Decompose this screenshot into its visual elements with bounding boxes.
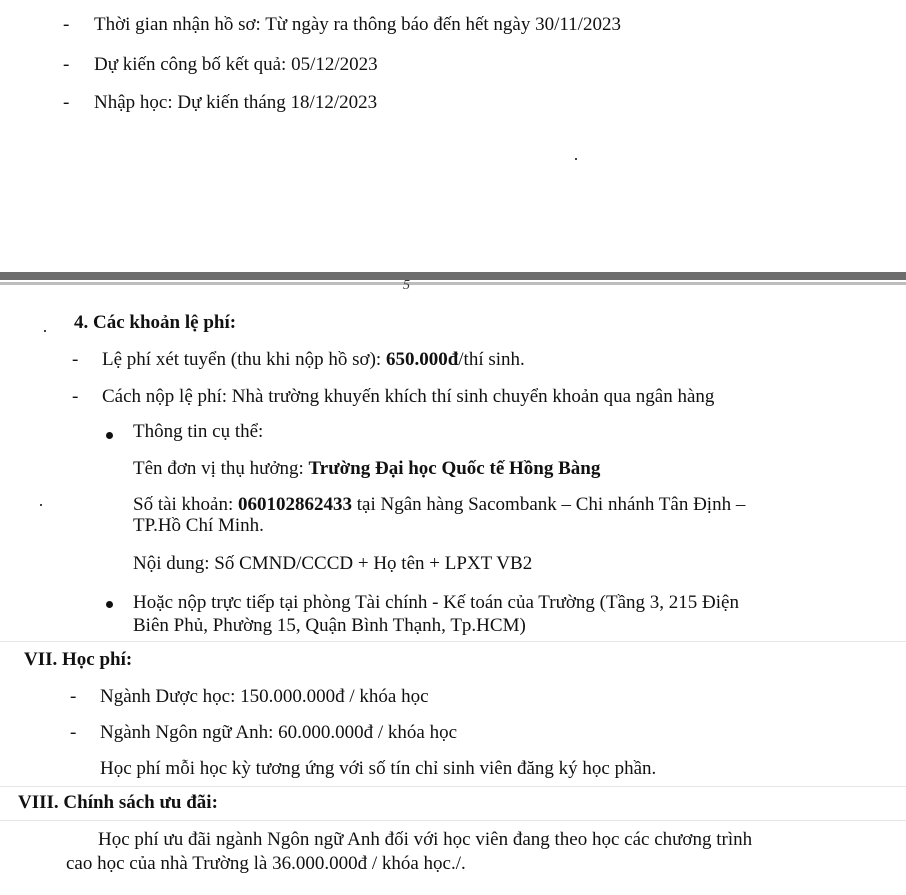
page-divider-shadow	[0, 282, 906, 285]
admission-period-text: Thời gian nhận hồ sơ: Từ ngày ra thông báo đến hết ngày 30/11/2023	[94, 14, 621, 35]
page-number: 5	[403, 278, 410, 293]
payment-method-text: Cách nộp lệ phí: Nhà trường khuyến khích thí sinh chuyển khoản qua ngân hàng	[102, 386, 715, 407]
enrollment-date-text: Nhập học: Dự kiến tháng 18/12/2023	[94, 92, 378, 113]
application-fee-text: Lệ phí xét tuyển (thu khi nộp hồ sơ): 650.000đ/thí sinh.	[102, 349, 525, 370]
list-dash: -	[72, 386, 79, 407]
list-dash: -	[63, 92, 70, 113]
scan-speck	[44, 330, 46, 332]
incentives-heading: VIII. Chính sách ưu đãi:	[18, 792, 218, 813]
account-line: Số tài khoản: 060102862433 tại Ngân hàng Sacombank – Chi nhánh Tân Định –	[133, 494, 746, 515]
list-dash: -	[70, 686, 77, 707]
list-dash: -	[63, 54, 70, 75]
list-dash: -	[63, 14, 70, 35]
section-separator	[0, 820, 906, 821]
details-title: Thông tin cụ thể:	[133, 421, 264, 442]
incentive-text-line2: cao học của nhà Trường là 36.000.000đ / khóa học./.	[66, 853, 466, 874]
fees-heading: 4. Các khoản lệ phí:	[74, 312, 237, 333]
bullet-dot	[106, 601, 113, 608]
bullet-dot	[106, 432, 113, 439]
account-number: 060102862433	[238, 494, 353, 515]
fee-amount: 650.000đ	[385, 349, 459, 370]
incentive-text-line1: Học phí ưu đãi ngành Ngôn ngữ Anh đối với học viên đang theo học các chương trình	[98, 829, 753, 850]
list-dash: -	[70, 722, 77, 743]
english-tuition-text: Ngành Ngôn ngữ Anh: 60.000.000đ / khóa học	[100, 722, 458, 743]
direct-payment-line-continued: Biên Phủ, Phường 15, Quận Bình Thạnh, Tp.HCM)	[133, 615, 526, 636]
pharmacy-tuition-text: Ngành Dược học: 150.000.000đ / khóa học	[100, 686, 429, 707]
beneficiary-line: Tên đơn vị thụ hưởng: Trường Đại học Quốc tế Hồng Bàng	[133, 458, 601, 479]
result-date-text: Dự kiến công bố kết quả: 05/12/2023	[94, 54, 378, 75]
transfer-content-line: Nội dung: Số CMND/CCCD + Họ tên + LPXT VB2	[133, 553, 533, 574]
account-line-continued: TP.Hồ Chí Minh.	[133, 515, 264, 536]
scan-speck	[40, 504, 42, 506]
section-separator	[0, 641, 906, 642]
scan-speck	[575, 158, 577, 160]
list-dash: -	[72, 349, 79, 370]
tuition-note: Học phí mỗi học kỳ tương ứng với số tín chỉ sinh viên đăng ký học phần.	[100, 758, 657, 779]
page-divider	[0, 272, 906, 280]
beneficiary-name: Trường Đại học Quốc tế Hồng Bàng	[308, 458, 601, 479]
tuition-heading: VII. Học phí:	[24, 649, 133, 670]
section-separator	[0, 786, 906, 787]
direct-payment-line: Hoặc nộp trực tiếp tại phòng Tài chính - Kế toán của Trường (Tầng 3, 215 Điện	[133, 592, 739, 613]
